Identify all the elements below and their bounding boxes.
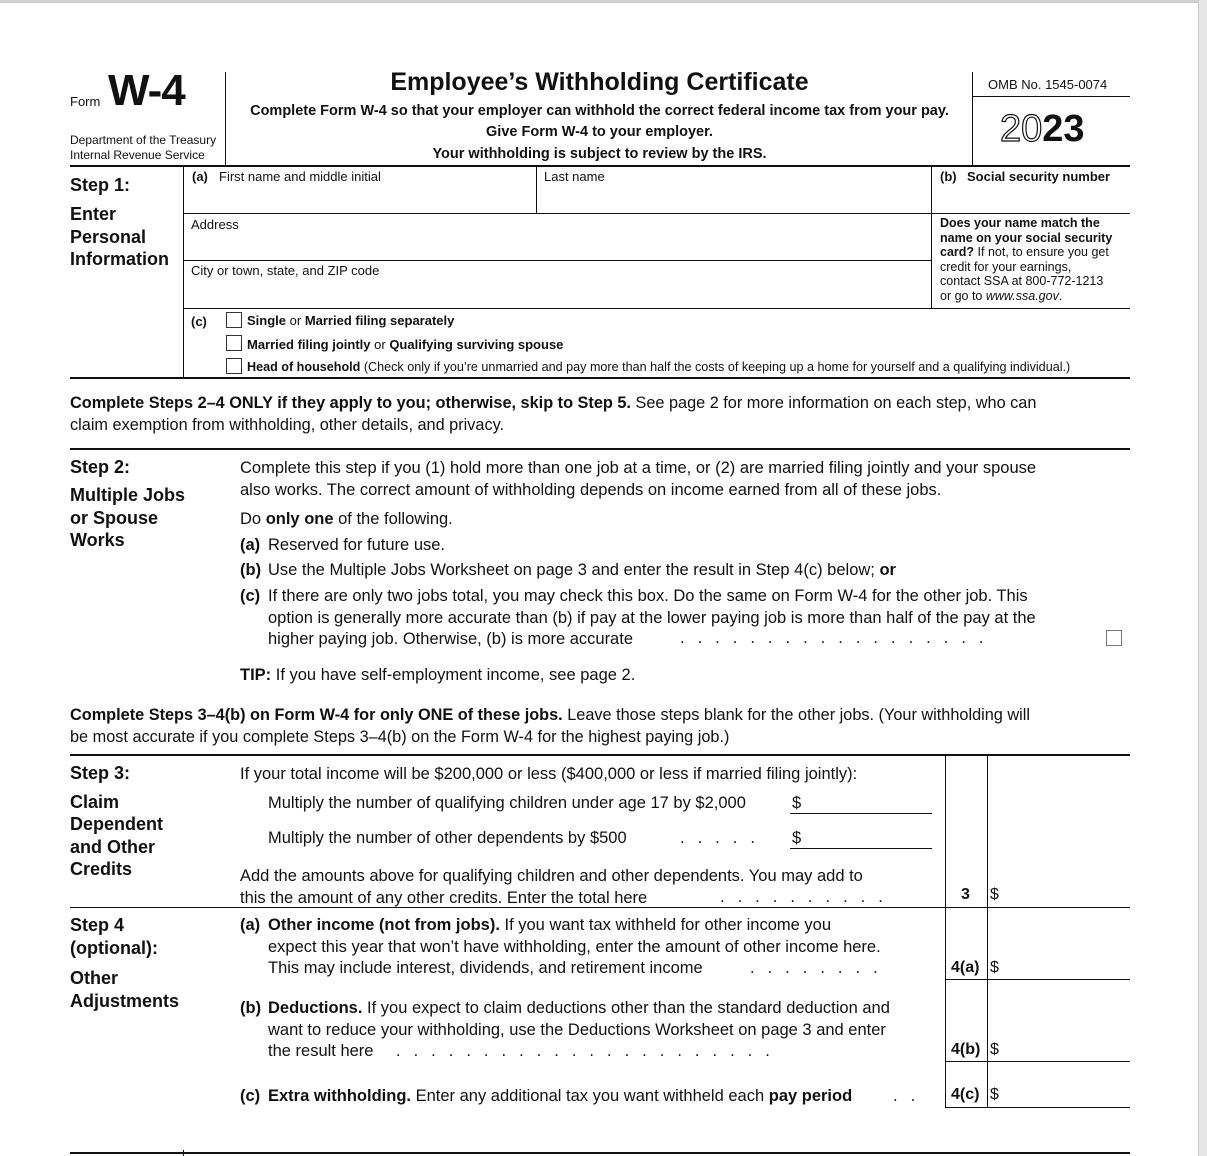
ssa-note (940, 216, 1112, 303)
ssn-field[interactable] (932, 166, 1130, 213)
c-bold2: pay period (768, 1087, 853, 1105)
checkbox-two-jobs[interactable] (1106, 630, 1122, 646)
step2-label: Step 2: (70, 457, 131, 477)
b-rest: If you expect to claim deductions other than the standard deduction and (362, 999, 890, 1017)
step3-other-dots: ..... (680, 829, 768, 847)
step1-title-line3: Information (70, 249, 169, 269)
opt1-a: Single (247, 313, 287, 328)
header-divider-left (225, 72, 226, 166)
first-name-label: First name and middle initial (219, 169, 381, 184)
c-rest: Enter any additional tax you want withheld each (411, 1087, 769, 1105)
row3-rule (184, 308, 1130, 309)
opt3-bold: Head of household (247, 360, 361, 374)
ssa-link[interactable]: www.ssa.gov (985, 288, 1059, 303)
amount-column-left (987, 755, 988, 908)
step3-other-dollar: $ (792, 829, 802, 847)
field-a-letter: (a) (192, 169, 208, 184)
step2-intro (240, 458, 1036, 501)
window-scrollbar[interactable] (1198, 0, 1207, 1156)
step3-total-dots: .......... (720, 888, 896, 906)
ssa-note-line3-rest: If not, to ensure you get (974, 245, 1109, 259)
step3-title-line4: Credits (70, 859, 133, 879)
window-top-edge (0, 0, 1207, 3)
instructions-steps-3-4b (70, 705, 1030, 748)
step1-bottom-rule (70, 377, 1130, 379)
step4-title-line2: Adjustments (70, 991, 180, 1011)
step4-line-no-column (945, 908, 946, 1108)
step2-intro-line1: Complete this step if you (1) hold more than one job at a time, or (2) are married filing jointly and your spouse (240, 459, 1037, 477)
instr2-rest: Leave those steps blank for the other jobs. (Your withholding will (562, 706, 1030, 724)
step1-label: Step 1: (70, 175, 131, 195)
step2-c-leader-dots: .................. (680, 629, 997, 647)
field-c-letter: (c) (191, 314, 207, 329)
step3-total-line1: Add the amounts above for qualifying children and other dependents. You may add to (240, 867, 863, 885)
line-4a-rule (945, 979, 1130, 980)
step2-title-line3: Works (70, 530, 125, 550)
c-bold: Extra withholding. (268, 1087, 411, 1105)
instr1-rest: See page 2 for more information on each step, who can (630, 394, 1037, 412)
line-4b-dollar[interactable]: $ (990, 1041, 999, 1058)
field-b-letter: (b) (940, 169, 957, 184)
line-4b-rule (945, 1061, 1130, 1062)
bottom-divider-stub (183, 1150, 184, 1156)
do-suffix: of the following. (333, 510, 453, 528)
step2-c-line2: option is generally more accurate than (b) if pay at the lower paying job is more than half of the pay at the (268, 608, 1036, 627)
instr1-line1 (70, 393, 1036, 415)
instr2-bold: Complete Steps 3–4(b) on Form W-4 for only ONE of these jobs. (70, 706, 563, 724)
instr2-line2: be most accurate if you complete Steps 3–4(b) on the Form W-4 for the highest paying job.) (70, 727, 730, 746)
step3-intro: If your total income will be $200,000 or less ($400,000 or less if married filing jointly): (240, 765, 858, 783)
opt2-or: or (370, 337, 390, 352)
step2-do-one (240, 509, 453, 531)
form-subtitle-1: Complete Form W-4 so that your employer can withhold the correct federal income tax from your pay. (250, 103, 949, 119)
step4-b-line3: the result here (268, 1042, 374, 1060)
last-name-field[interactable] (537, 166, 931, 213)
step4-a-dots: ........ (750, 959, 891, 977)
line-no-column-left (945, 755, 946, 908)
step3-children-label: Multiply the number of qualifying children under age 17 by $2,000 (268, 794, 746, 812)
b-or: or (879, 561, 896, 579)
step3-title-line1: Claim (70, 792, 120, 812)
step4-a-line2: expect this year that won’t have withholding, enter the amount of other income here. (268, 937, 881, 956)
omb-number: OMB No. 1545-0074 (988, 77, 1108, 92)
step3-label: Step 3: (70, 763, 131, 783)
form-year (1000, 109, 1085, 149)
step4-c-dots: .. (893, 1087, 929, 1105)
step2-a-letter: (a) (240, 536, 261, 554)
instr1-bold: Complete Steps 2–4 ONLY if they apply to you; otherwise, skip to Step 5. (70, 394, 631, 412)
step2-intro-line2: also works. The correct amount of withholding depends on income earned from all of these jobs. (240, 480, 942, 499)
b-text: Use the Multiple Jobs Worksheet on page 3 and enter the result in Step 4(c) below; (268, 561, 880, 579)
checkbox-head-of-household[interactable] (226, 358, 242, 374)
line-4c-rule (945, 1107, 1130, 1108)
step2-c-line1: If there are only two jobs total, you may check this box. Do the same on Form W-4 for the other job. This (268, 587, 1028, 605)
checkbox-single[interactable] (226, 312, 242, 328)
form-title: Employee’s Withholding Certificate (390, 68, 809, 96)
step4-c-letter: (c) (240, 1087, 261, 1105)
option-hoh-label (247, 360, 1070, 374)
city-label: City or town, state, and ZIP code (191, 263, 380, 278)
header-divider-right (972, 72, 973, 166)
a-bold: Other income (not from jobs). (268, 916, 500, 934)
step2-title-line1: Multiple Jobs (70, 485, 186, 505)
a-rest: If you want tax withheld for other income you (499, 916, 832, 934)
line-4a-dollar[interactable]: $ (990, 959, 999, 976)
step3-title-line2: Dependent (70, 814, 164, 834)
instructions-steps-2-4 (70, 393, 1036, 436)
step4-label: Step 4 (70, 915, 125, 935)
children-amount-field[interactable] (790, 813, 932, 814)
instr2-line1 (70, 705, 1030, 727)
line-4b-number: 4(b) (951, 1041, 981, 1058)
ssn-label: Social security number (967, 169, 1111, 184)
do-bold: only one (265, 510, 334, 528)
dept-line2: Internal Revenue Service (70, 148, 205, 162)
address-field[interactable] (184, 214, 931, 260)
first-name-field[interactable] (184, 166, 536, 213)
step4-b-letter: (b) (240, 999, 262, 1017)
step2-b-letter: (b) (240, 561, 262, 579)
ssa-note-line6 (940, 289, 1112, 304)
step2-a-text: Reserved for future use. (268, 536, 446, 554)
c-line3-text: higher paying job. Otherwise, (b) is more accurate (268, 630, 633, 648)
year-bold: 23 (1042, 108, 1085, 150)
line-4c-number: 4(c) (951, 1086, 980, 1103)
form-name: W-4 (108, 66, 185, 115)
form-subtitle-2: Give Form W-4 to your employer. (486, 124, 713, 140)
line-3-number: 3 (961, 886, 970, 903)
instr2-bottom-rule (70, 754, 1130, 756)
step2-b-text (268, 560, 896, 582)
year-outline: 20 (1000, 108, 1043, 150)
dept-line1: Department of the Treasury (70, 133, 217, 147)
step3-children-dollar: $ (792, 794, 802, 812)
instr1-bottom-rule (70, 448, 1130, 450)
form-prefix: Form (70, 94, 101, 109)
step2-title-line2: or Spouse (70, 508, 159, 528)
opt1-or: or (286, 313, 305, 328)
step3-bottom-rule (70, 907, 1130, 908)
ssa-note-card: card? (940, 245, 975, 259)
step2-c-letter: (c) (240, 587, 261, 605)
ssa-note-suffix: . (1058, 288, 1063, 303)
address-label: Address (191, 217, 239, 232)
ssa-note-line2: name on your social security (940, 230, 1113, 245)
checkbox-married-jointly[interactable] (226, 335, 242, 351)
opt3-rest: (Check only if you’re unmarried and pay more than half the costs of keeping up a home for yourself and a qualifying individual.) (360, 360, 1071, 374)
step2-tip (240, 665, 635, 687)
ssa-note-line1: Does your name match the (940, 216, 1100, 230)
step3-other-dependents-label: Multiply the number of other dependents by $500 (268, 829, 627, 847)
step4-a-line3: This may include interest, dividends, and retirement income (268, 959, 703, 977)
instr1-line2: claim exemption from withholding, other details, and privacy. (70, 415, 505, 434)
step4-c-text (268, 1086, 852, 1108)
step4-a-letter: (a) (240, 916, 261, 934)
option-married-label (247, 337, 563, 352)
line-4c-dollar[interactable]: $ (990, 1086, 999, 1103)
b-bold: Deductions. (268, 999, 363, 1017)
form-subtitle-3: Your withholding is subject to review by the IRS. (432, 146, 767, 162)
do-prefix: Do (240, 510, 266, 528)
ssa-note-line3 (940, 245, 1112, 260)
opt2-a: Married filing jointly (247, 337, 371, 352)
line-4a-number: 4(a) (951, 959, 980, 976)
opt1-b: Married filing separately (304, 313, 455, 328)
step4-b-line2: want to reduce your withholding, use the Deductions Worksheet on page 3 and enter (268, 1020, 886, 1039)
tip-rest: If you have self-employment income, see page 2. (271, 666, 636, 684)
step1-title-line1: Enter (70, 204, 117, 224)
tip-bold: TIP: (240, 666, 272, 684)
step3-total-line2: this the amount of any other credits. Enter the total here (240, 888, 648, 907)
ssa-note-line5: contact SSA at 800-772-1213 (940, 274, 1104, 288)
last-name-label: Last name (544, 169, 605, 184)
ssa-note-line4: credit for your earnings, (940, 259, 1072, 274)
step4-b-line1 (268, 998, 890, 1020)
line-3-dollar[interactable]: $ (990, 886, 999, 903)
step4-title-line1: Other (70, 968, 119, 988)
omb-underline (972, 96, 1130, 97)
step4-amount-column (987, 908, 988, 1108)
option-single-label (247, 313, 454, 328)
step3-title-line3: and Other (70, 837, 156, 857)
city-field[interactable] (184, 261, 931, 307)
step4-a-line1 (268, 915, 881, 937)
step4-label-optional: (optional): (70, 938, 158, 958)
step4-b-dots: ...................... (396, 1042, 783, 1060)
step1-title-line2: Personal (70, 227, 147, 247)
ssa-note-prefix: or go to (940, 288, 986, 303)
page-bottom-rule (70, 1152, 1130, 1154)
opt2-b: Qualifying surviving spouse (389, 337, 564, 352)
other-dependents-amount-field[interactable] (790, 848, 932, 849)
